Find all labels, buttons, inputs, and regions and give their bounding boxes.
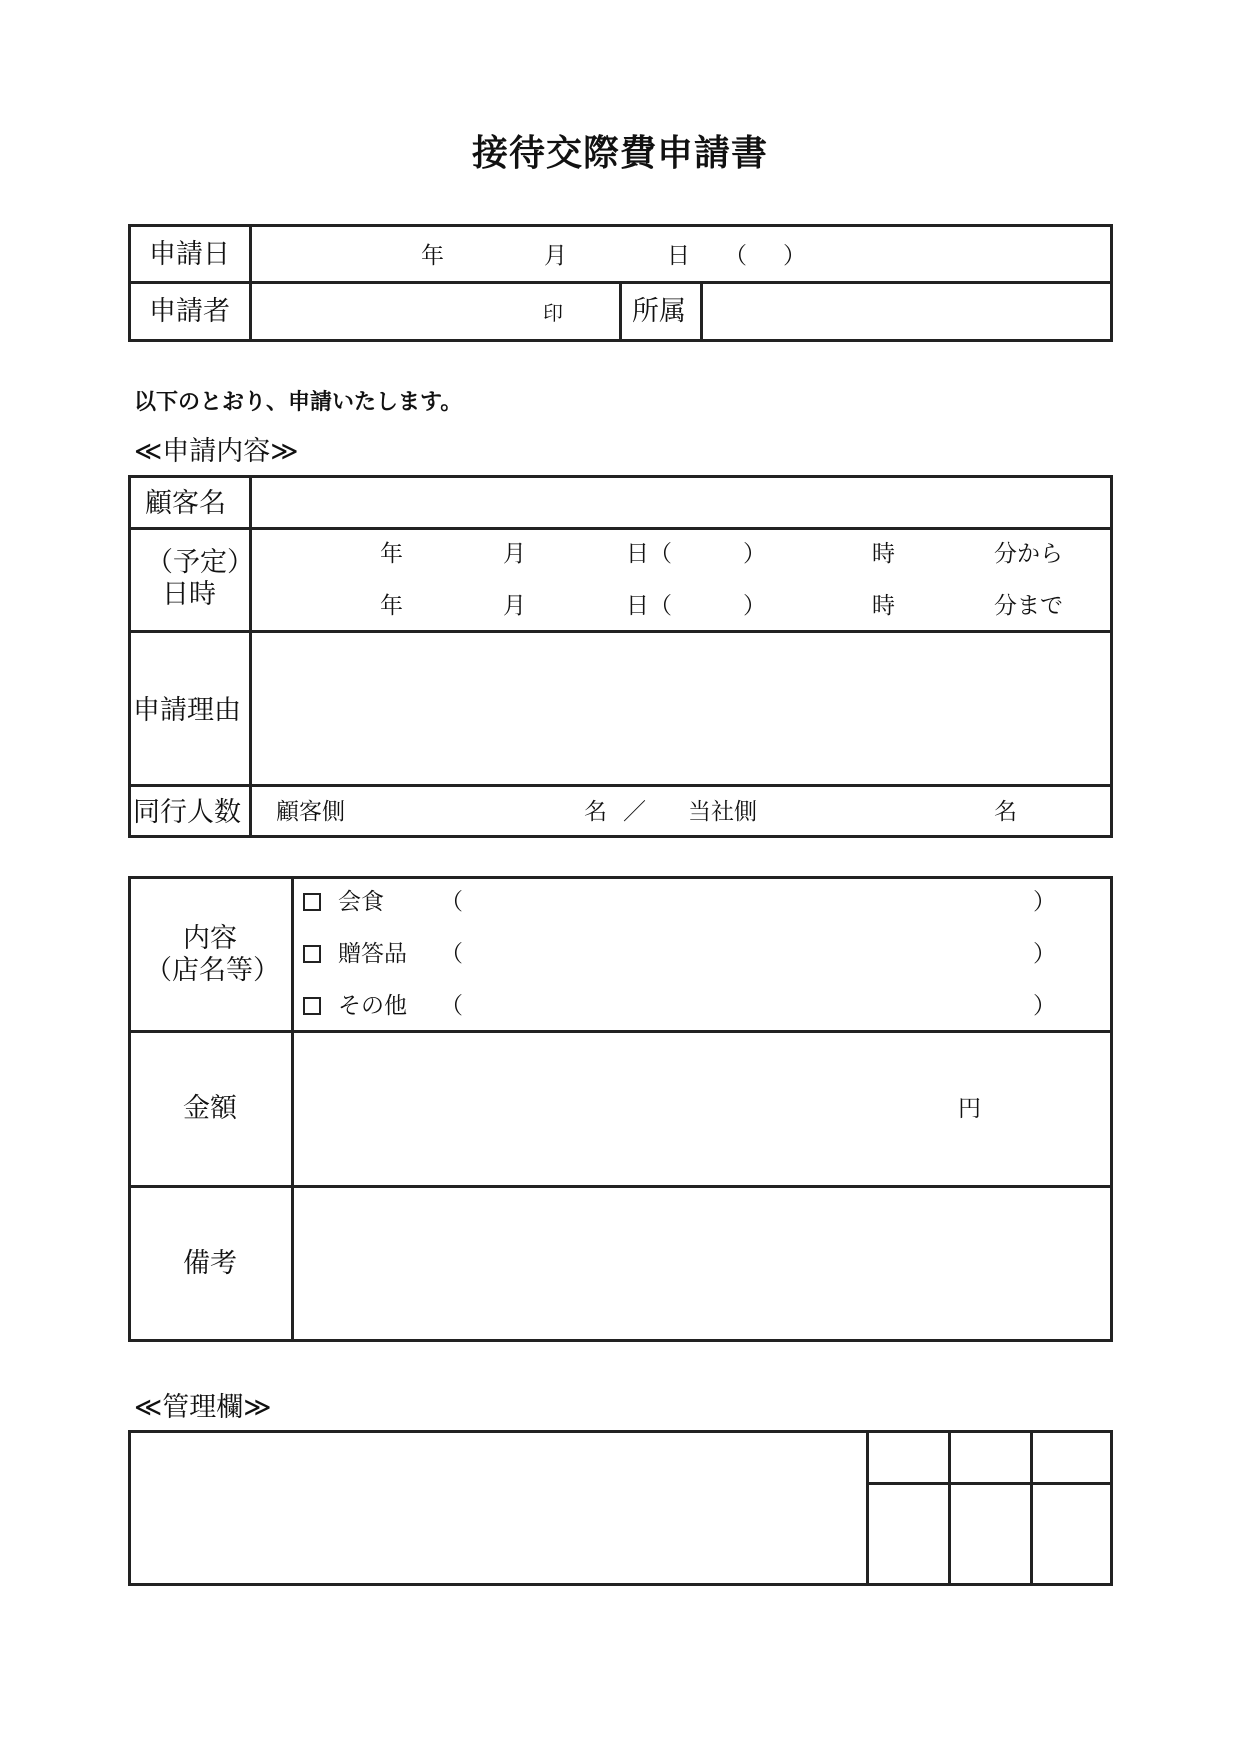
date-day-unit: 日 [667,243,690,269]
company-side-label: 当社側 [688,799,757,825]
schedule-label-datetime: 日時 [162,579,216,610]
to-paren-close: ） [743,593,766,619]
client-name-label: 顧客名 [145,488,226,519]
to-hour-unit: 時 [872,593,895,619]
divider [291,876,294,1342]
applicant-name-label: 申請者 [149,296,230,327]
divider [249,224,252,342]
divider [128,527,1113,530]
remarks-label: 備考 [183,1248,237,1279]
dining-checkbox[interactable] [303,893,321,911]
divider [700,283,703,342]
divider [948,1430,951,1586]
other-checkbox[interactable] [303,997,321,1015]
divider [128,630,1113,633]
from-year-unit: 年 [380,541,403,567]
to-month-unit: 月 [503,593,526,619]
content-label: 内容 [183,923,237,954]
from-month-unit: 月 [503,541,526,567]
from-day-unit: 日（ [626,541,672,567]
amount-label: 金額 [183,1093,237,1124]
gift-checkbox[interactable] [303,945,321,963]
client-side-label: 顧客側 [276,799,345,825]
from-minute-unit: 分から [994,541,1063,567]
section-heading-content: ≪申請内容≫ [134,436,299,467]
weekday-paren-close: ） [783,243,806,269]
from-hour-unit: 時 [872,541,895,567]
document-title: 接待交際費申請書 [471,133,768,174]
divider [866,1430,869,1586]
divider [128,784,1113,787]
gift-option-label: 贈答品 [338,941,407,967]
weekday-paren-open: （ [724,243,747,269]
department-label: 所属 [632,296,686,327]
to-year-unit: 年 [380,593,403,619]
divider [866,1482,1113,1485]
admin-table [128,1430,1113,1586]
date-month-unit: 月 [544,243,567,269]
other-paren-close: ） [1033,993,1056,1019]
schedule-label-scheduled: （予定） [146,547,254,578]
divider [128,1185,1113,1188]
company-count-unit: 名 [994,799,1017,825]
intro-text: 以下のとおり、申請いたします。 [134,390,463,415]
separator-slash: ／ [623,799,646,825]
date-year-unit: 年 [421,243,444,269]
yen-unit: 円 [958,1096,981,1122]
dining-paren-close: ） [1033,889,1056,915]
dining-paren-open: （ [440,889,463,915]
reason-label: 申請理由 [133,695,241,726]
client-count-unit: 名 [584,799,607,825]
to-day-unit: 日（ [626,593,672,619]
attendees-label: 同行人数 [133,797,241,828]
to-minute-unit: 分まで [994,593,1063,619]
divider [128,1030,1113,1033]
gift-paren-close: ） [1033,941,1056,967]
dining-option-label: 会食 [338,889,384,915]
application-date-label: 申請日 [149,239,230,270]
gift-paren-open: （ [440,941,463,967]
store-name-label: （店名等） [145,955,280,986]
divider [1030,1430,1033,1586]
other-paren-open: （ [440,993,463,1019]
from-paren-close: ） [743,541,766,567]
other-option-label: その他 [338,993,407,1019]
seal-mark: 印 [543,301,563,325]
section-heading-admin: ≪管理欄≫ [134,1392,272,1423]
divider [619,283,622,342]
